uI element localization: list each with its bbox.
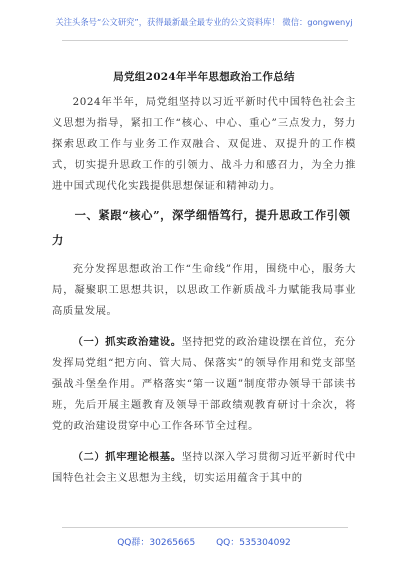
footer-qq-group: QQ群：30265665: [117, 538, 196, 548]
item-1-text: 坚持把党的政治建设摆在首位，充分发挥局党组“把方向、管大局、保落实”的领导作用和党支部坚强战斗堡垒作用。严格落实“第一议题”制度带办领导干部读书班，先后开展主题教育及领导干部政绩观教育研讨十余次，将党的政治建设贯穿中心工作各环节全过程。: [52, 336, 356, 432]
item-2-text: 坚持以深入学习贯彻习近平新时代中国特色社会主义思想为主线，切实运用蕴含于其中的: [52, 451, 356, 484]
section-1-paragraph: 充分发挥思想政治工作“生命线”作用，围绕中心，服务大局，凝聚职工思想共识，以思政工作新质战斗力赋能我局事业高质量发展。: [52, 263, 356, 317]
item-1-paragraph: [52, 332, 356, 437]
document-body: [52, 92, 356, 489]
item-2-paragraph: [52, 447, 356, 489]
footer-contact: [0, 535, 408, 548]
section-1-heading: 一、紧跟“核心”，深学细悟笃行，提升思政工作引领力: [52, 208, 351, 247]
item-1-lead: （一）抓实政治建设。: [72, 336, 182, 348]
header-divider: [62, 40, 348, 41]
header-promo-note: 关注头条号“公文研究”，获得最新最全最专业的公文资料库！ 微信：gongwenyj: [55, 17, 353, 27]
footer-divider: [62, 527, 348, 528]
intro-paragraph: 2024年半年，局党组坚持以习近平新时代中国特色社会主义思想为指导，紧扣工作“核心、中心、重心”三点发力，努力探索思政工作与业务工作双融合、双促进、双提升的工作模式，切实提升思政工作的引领力、战斗力和感召力，为全力推进中国式现代化实践提供思想保证和精神动力。: [52, 96, 356, 192]
document-title: 局党组2024年半年思想政治工作总结: [113, 71, 295, 83]
footer-qq-number: QQ：535304092: [216, 538, 291, 548]
item-2-lead: （二）抓牢理论根基。: [72, 451, 182, 463]
